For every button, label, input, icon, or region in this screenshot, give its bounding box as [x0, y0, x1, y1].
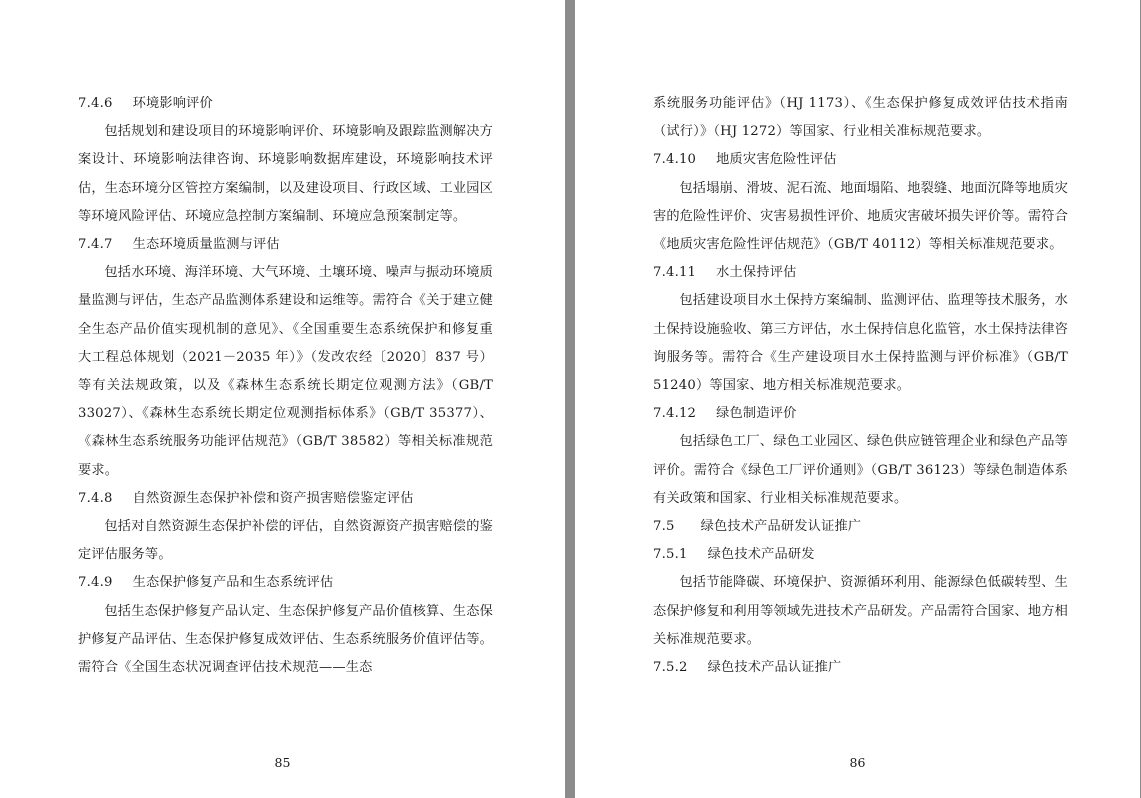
section-title: 生态保护修复产品和生态系统评估	[132, 575, 334, 591]
page-number: 86	[849, 755, 866, 770]
section-number: 7.4.11	[653, 265, 697, 281]
section-number: 7.5.1	[653, 547, 688, 563]
body-paragraph: 包括绿色工厂、绿色工业园区、绿色供应链管理企业和绿色产品等评价。需符合《绿色工厂评价通则》（GB/T 36123）等绿色制造体系有关政策和国家、行业相关标准规范要求。	[653, 434, 1068, 506]
body-paragraph: 包括建设项目水土保持方案编制、监测评估、监理等技术服务，水土保持设施验收、第三方评估，水土保持信息化监管，水土保持法律咨询服务等。需符合《生产建设项目水土保持监测与评价标准》（GB/T 51240）等国家、地方相关标准规范要求。	[653, 293, 1069, 394]
section-title: 水土保持评估	[716, 265, 797, 281]
page-right-content	[653, 90, 1068, 738]
section-title: 绿色制造评价	[716, 406, 797, 422]
section-heading	[78, 90, 493, 118]
section-heading	[653, 654, 1068, 682]
section-heading	[78, 485, 493, 513]
body-paragraph: 包括规划和建设项目的环境影响评价、环境影响及跟踪监测解决方案设计、环境影响法律咨询、环境影响数据库建设，环境影响技术评估，生态环境分区管控方案编制，以及建设项目、行政区域、工业园区等环境风险评估、环境应急控制方案编制、环境应急预案制定等。	[78, 124, 494, 224]
section-number: 7.5.2	[653, 660, 688, 676]
section-heading	[653, 400, 1068, 428]
section-number: 7.4.10	[653, 152, 697, 168]
section-heading	[653, 513, 1068, 541]
section-title: 绿色技术产品研发	[707, 547, 815, 563]
section-heading	[653, 259, 1068, 287]
section-number: 7.4.7	[78, 237, 113, 253]
page-number: 85	[274, 755, 291, 770]
section-title: 自然资源生态保护补偿和资产损害赔偿鉴定评估	[132, 490, 414, 506]
document-page-left	[0, 0, 565, 798]
continued-paragraph: 系统服务功能评估》（HJ 1173）、《生态保护修复成效评估技术指南（试行）》（HJ 1272）等国家、行业相关准标规范要求。	[653, 96, 1068, 140]
section-title: 绿色技术产品研发认证推广	[700, 519, 862, 535]
section-heading	[78, 569, 493, 597]
section-number: 7.4.6	[78, 96, 113, 111]
section-heading	[653, 541, 1068, 569]
section-number: 7.5	[653, 519, 675, 535]
body-paragraph: 包括节能降碳、环境保护、资源循环利用、能源绿色低碳转型、生态保护修复和利用等领域先进技术产品研发。产品需符合国家、地方相关标准规范要求。	[653, 575, 1069, 647]
body-paragraph: 包括对自然资源生态保护补偿的评估，自然资源资产损害赔偿的鉴定评估服务等。	[78, 519, 493, 563]
section-title: 环境影响评价	[132, 96, 213, 111]
section-title: 绿色技术产品认证推广	[707, 660, 842, 676]
section-number: 7.4.8	[78, 490, 113, 506]
section-heading	[653, 146, 1068, 174]
section-number: 7.4.12	[653, 406, 697, 422]
body-paragraph: 包括塌崩、滑坡、泥石流、地面塌陷、地裂缝、地面沉降等地质灾害的危险性评价、灾害易损性评价、地质灾害破坏损失评价等。需符合《地质灾害危险性评估规范》（GB/T 40112）等相关标准规范要求。	[653, 180, 1069, 253]
section-title: 生态环境质量监测与评估	[132, 237, 280, 253]
section-number: 7.4.9	[78, 575, 113, 591]
document-page-right	[575, 0, 1140, 798]
body-paragraph: 包括生态保护修复产品认定、生态保护修复产品价值核算、生态保护修复产品评估、生态保护修复成效评估、生态系统服务价值评估等。需符合《全国生态状况调查评估技术规范——生态	[78, 603, 494, 676]
section-title: 地质灾害危险性评估	[716, 152, 837, 168]
body-paragraph: 包括水环境、海洋环境、大气环境、土壤环境、噪声与振动环境质量监测与评估，生态产品监测体系建设和运维等。需符合《关于建立健全生态产品价值实现机制的意见》、《全国重要生态系统保护和修复重大工程总体规划（2021－2035 年）》（发改农经〔2020〕837 号）等有关法规政策，以及《森林生态系统长期定位观测方法》（GB/T 33027）、《森林生态系统长期定位观测指标体系》（GB/T 35377）、《森林生态系统服务功能评估规范》（GB/T 38582）等相关标准规范要求。	[78, 265, 494, 478]
page-left-content	[78, 90, 493, 738]
section-heading	[78, 231, 493, 259]
